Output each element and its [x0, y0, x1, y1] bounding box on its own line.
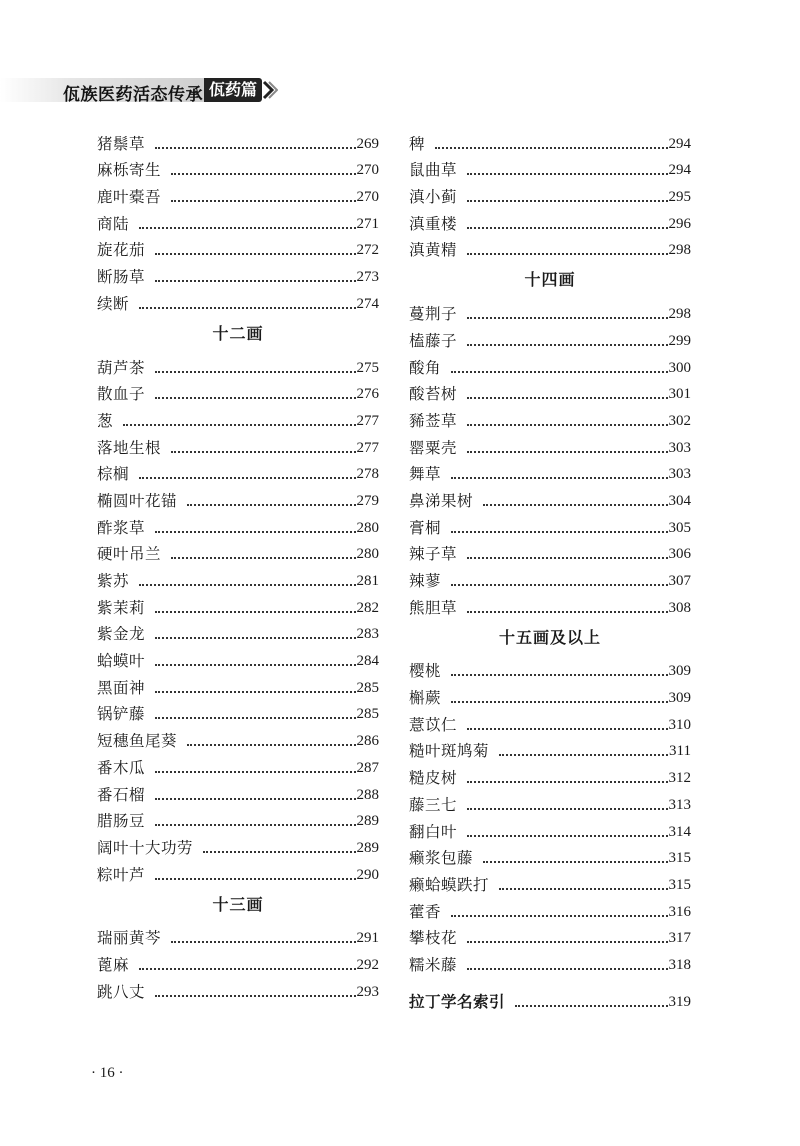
- book-title: 佤族医药活态传承: [63, 85, 203, 105]
- dot-leader: [467, 424, 667, 426]
- entry-name: 藤三七: [409, 795, 458, 814]
- dot-leader: [483, 861, 667, 863]
- toc-entry[interactable]: [409, 297, 691, 324]
- dot-leader: [467, 781, 667, 783]
- entry-page-number: 295: [668, 189, 691, 206]
- entry-page-number: 270: [356, 189, 379, 206]
- dot-leader: [139, 227, 355, 229]
- toc-right-column: [409, 127, 691, 1012]
- toc-entry[interactable]: [409, 815, 691, 842]
- entry-page-number: 270: [356, 162, 379, 179]
- entry-name: 薏苡仁: [409, 715, 458, 734]
- entry-name: 猪鬃草: [97, 134, 146, 153]
- dot-leader: [155, 371, 355, 373]
- entry-page-number: 280: [356, 519, 379, 536]
- entry-name: 酸苔树: [409, 385, 458, 404]
- entry-name: 罂粟壳: [409, 438, 458, 457]
- entry-page-number: 276: [356, 386, 379, 403]
- running-header: [0, 78, 800, 105]
- dot-leader: [139, 307, 355, 309]
- toc-entry[interactable]: [409, 324, 691, 351]
- toc-entry[interactable]: [409, 922, 691, 949]
- stroke-count-heading: 十三画: [212, 894, 264, 914]
- dot-leader: [155, 798, 355, 800]
- toc-entry[interactable]: [97, 751, 379, 778]
- entry-page-number: 307: [668, 573, 691, 589]
- entry-name: 舞草: [409, 465, 442, 484]
- entry-page-number: 311: [669, 743, 691, 760]
- dot-leader: [467, 173, 667, 175]
- dot-leader: [467, 253, 667, 255]
- dot-leader: [123, 424, 355, 426]
- entry-page-number: 289: [356, 839, 379, 856]
- dot-leader: [155, 611, 355, 613]
- entry-page-number: 282: [356, 599, 379, 616]
- toc-entry[interactable]: [97, 378, 379, 405]
- entry-name: 紫苏: [97, 572, 130, 590]
- dot-leader: [155, 824, 355, 826]
- dot-leader: [203, 851, 355, 853]
- dot-leader: [467, 200, 667, 202]
- dot-leader: [483, 504, 667, 506]
- toc-entry[interactable]: [409, 681, 691, 708]
- toc-entry[interactable]: [97, 922, 379, 949]
- dot-leader: [467, 835, 667, 837]
- entry-page-number: 287: [356, 759, 379, 776]
- entry-name: 樱桃: [409, 662, 442, 681]
- toc-entry[interactable]: [97, 538, 379, 565]
- dot-leader: [171, 451, 355, 453]
- entry-page-number: 296: [668, 215, 691, 232]
- toc-entry[interactable]: [409, 538, 691, 565]
- entry-name: 辣蓼: [409, 572, 442, 590]
- toc-entry[interactable]: [409, 351, 691, 378]
- entry-name: 糙皮树: [409, 769, 458, 788]
- entry-page-number: 308: [668, 599, 691, 616]
- toc-entry[interactable]: [97, 351, 379, 378]
- entry-page-number: 310: [668, 716, 691, 733]
- entry-name: 癞蛤蟆跌打: [409, 875, 490, 894]
- entry-name: 蛤蟆叶: [97, 652, 146, 671]
- toc-entry[interactable]: [409, 735, 691, 762]
- toc-entry[interactable]: [409, 154, 691, 181]
- entry-page-number: 298: [668, 306, 691, 323]
- entry-page-number: 288: [356, 786, 379, 803]
- toc-entry[interactable]: [409, 180, 691, 207]
- toc-entry[interactable]: [409, 761, 691, 788]
- dot-leader: [155, 995, 355, 997]
- toc-entry[interactable]: [97, 591, 379, 618]
- entry-name: 旋花茄: [97, 241, 146, 260]
- entry-name: 稗: [409, 134, 426, 153]
- entry-page-number: 286: [356, 733, 379, 750]
- entry-page-number: 315: [668, 850, 691, 867]
- stroke-count-heading: 十四画: [524, 270, 576, 290]
- entry-name: 辣子草: [409, 545, 458, 564]
- entry-page-number: 293: [356, 983, 379, 1000]
- entry-name: 藿香: [409, 902, 442, 921]
- toc-entry[interactable]: [97, 234, 379, 261]
- toc-entry[interactable]: [409, 127, 691, 154]
- entry-name: 滇黄精: [409, 241, 458, 260]
- entry-name: 短穗鱼尾葵: [97, 732, 178, 751]
- entry-page-number: 315: [668, 876, 691, 893]
- dot-leader: [155, 147, 355, 149]
- toc-entry[interactable]: [97, 724, 379, 751]
- entry-name: 散血子: [97, 385, 146, 404]
- entry-page-number: 279: [356, 492, 379, 509]
- entry-name: 麻栎寄生: [97, 161, 162, 180]
- toc-entry[interactable]: [97, 431, 379, 458]
- entry-page-number: 301: [668, 386, 691, 403]
- toc-entry[interactable]: [97, 458, 379, 485]
- entry-page-number: 313: [668, 796, 691, 813]
- entry-name: 番木瓜: [97, 758, 146, 777]
- arrow-icon: [262, 80, 278, 100]
- dot-leader: [467, 227, 667, 229]
- dot-leader: [171, 173, 355, 175]
- entry-name: 硬叶吊兰: [97, 545, 162, 564]
- entry-name: 锅铲藤: [97, 705, 146, 724]
- dot-leader: [171, 941, 355, 943]
- toc-entry[interactable]: [97, 948, 379, 975]
- toc-entry[interactable]: [409, 378, 691, 405]
- page-number: · 16 ·: [91, 1065, 124, 1081]
- entry-name: 阔叶十大功劳: [97, 838, 194, 857]
- entry-name: 跳八丈: [97, 982, 146, 1001]
- entry-page-number: 299: [668, 332, 691, 349]
- entry-page-number: 269: [356, 135, 379, 152]
- entry-page-number: 306: [668, 546, 691, 563]
- dot-leader: [187, 504, 355, 506]
- toc-entry[interactable]: [97, 154, 379, 181]
- toc-entry[interactable]: [97, 404, 379, 431]
- entry-name: 椭圆叶花锚: [97, 491, 178, 510]
- dot-leader: [467, 451, 667, 453]
- dot-leader: [155, 397, 355, 399]
- entry-page-number: 316: [668, 903, 691, 920]
- toc-entry[interactable]: [409, 458, 691, 485]
- dot-leader: [451, 584, 667, 586]
- dot-leader: [467, 317, 667, 319]
- entry-page-number: 274: [356, 295, 379, 312]
- entry-page-number: 273: [356, 269, 379, 286]
- entry-page-number: 271: [356, 215, 379, 232]
- entry-name: 葫芦茶: [97, 358, 146, 377]
- entry-page-number: 303: [668, 466, 691, 483]
- entry-page-number: 290: [356, 866, 379, 883]
- entry-page-number: 304: [668, 492, 691, 509]
- toc-entry[interactable]: [97, 511, 379, 538]
- toc-entry[interactable]: [97, 644, 379, 671]
- dot-leader: [155, 253, 355, 255]
- entry-page-number: 294: [668, 135, 691, 152]
- entry-page-number: 283: [356, 626, 379, 643]
- toc-entry[interactable]: [97, 671, 379, 698]
- toc-entry[interactable]: [97, 858, 379, 885]
- entry-name: 翻白叶: [409, 822, 458, 841]
- toc-left-column: [97, 127, 379, 1002]
- entry-page-number: 281: [356, 573, 379, 589]
- toc-entry[interactable]: [97, 564, 379, 591]
- toc-entry[interactable]: [97, 778, 379, 805]
- entry-name: 腊肠豆: [97, 812, 146, 831]
- entry-page-number: 319: [668, 993, 691, 1010]
- toc-entry[interactable]: [409, 207, 691, 234]
- dot-leader: [515, 1005, 667, 1007]
- toc-entry[interactable]: [409, 564, 691, 591]
- dot-leader: [451, 674, 667, 676]
- entry-page-number: 292: [356, 956, 379, 973]
- spacer: [409, 975, 691, 985]
- dot-leader: [139, 968, 355, 970]
- dot-leader: [155, 664, 355, 666]
- stroke-count-heading: 十二画: [212, 323, 264, 343]
- stroke-count-heading: 十五画及以上: [498, 627, 601, 647]
- entry-name: 葱: [97, 411, 114, 430]
- toc-entry[interactable]: [409, 788, 691, 815]
- entry-page-number: 309: [668, 690, 691, 707]
- toc-entry[interactable]: [409, 895, 691, 922]
- entry-name: 黑面神: [97, 678, 146, 697]
- entry-page-number: 285: [356, 679, 379, 696]
- entry-page-number: 298: [668, 242, 691, 259]
- toc-entry[interactable]: [97, 180, 379, 207]
- entry-name: 粽叶芦: [97, 865, 146, 884]
- entry-name: 蓖麻: [97, 955, 130, 974]
- entry-name: 断肠草: [97, 268, 146, 287]
- entry-page-number: 277: [356, 439, 379, 456]
- dot-leader: [499, 754, 668, 756]
- dot-leader: [467, 397, 667, 399]
- toc-entry[interactable]: [97, 127, 379, 154]
- entry-page-number: 277: [356, 412, 379, 429]
- entry-name: 鼠曲草: [409, 161, 458, 180]
- entry-page-number: 272: [356, 242, 379, 259]
- toc-entry[interactable]: [97, 805, 379, 832]
- toc-entry[interactable]: [97, 287, 379, 314]
- entry-page-number: 317: [668, 930, 691, 947]
- entry-name: 蔓荆子: [409, 305, 458, 324]
- dot-leader: [467, 808, 667, 810]
- toc-entry[interactable]: [97, 975, 379, 1002]
- entry-name: 榼藤子: [409, 331, 458, 350]
- entry-name: 番石榴: [97, 785, 146, 804]
- entry-name: 滇小蓟: [409, 188, 458, 207]
- dot-leader: [435, 147, 667, 149]
- dot-leader: [499, 888, 667, 890]
- entry-name: 熊胆草: [409, 598, 458, 617]
- toc-entry[interactable]: [409, 948, 691, 975]
- dot-leader: [155, 771, 355, 773]
- entry-name: 槲蕨: [409, 689, 442, 708]
- entry-page-number: 289: [356, 813, 379, 830]
- dot-leader: [451, 915, 667, 917]
- dot-leader: [155, 280, 355, 282]
- dot-leader: [451, 371, 667, 373]
- toc-entry[interactable]: [409, 708, 691, 735]
- dot-leader: [139, 584, 355, 586]
- entry-name: 攀枝花: [409, 929, 458, 948]
- entry-page-number: 305: [668, 519, 691, 536]
- entry-page-number: 303: [668, 439, 691, 456]
- entry-page-number: 275: [356, 359, 379, 376]
- entry-page-number: 309: [668, 663, 691, 680]
- toc-entry[interactable]: [97, 698, 379, 725]
- dot-leader: [171, 200, 355, 202]
- toc-entry[interactable]: [409, 842, 691, 869]
- toc-entry[interactable]: [97, 260, 379, 287]
- dot-leader: [467, 611, 667, 613]
- entry-name: 豨莶草: [409, 411, 458, 430]
- dot-leader: [155, 691, 355, 693]
- entry-name: 鼻涕果树: [409, 491, 474, 510]
- toc-entry[interactable]: [409, 591, 691, 618]
- entry-name: 滇重楼: [409, 214, 458, 233]
- dot-leader: [171, 557, 355, 559]
- dot-leader: [467, 941, 667, 943]
- toc-entry[interactable]: [97, 484, 379, 511]
- entry-page-number: 285: [356, 706, 379, 723]
- entry-name: 拉丁学名索引: [409, 992, 506, 1011]
- toc-entry[interactable]: [409, 404, 691, 431]
- entry-page-number: 318: [668, 956, 691, 973]
- entry-page-number: 312: [668, 770, 691, 787]
- entry-name: 落地生根: [97, 438, 162, 457]
- entry-name: 膏桐: [409, 518, 442, 537]
- entry-name: 瑞丽黄芩: [97, 929, 162, 948]
- entry-name: 鹿叶橐吾: [97, 188, 162, 207]
- toc-entry[interactable]: [409, 655, 691, 682]
- entry-name: 酢浆草: [97, 518, 146, 537]
- dot-leader: [155, 637, 355, 639]
- dot-leader: [467, 968, 667, 970]
- entry-page-number: 300: [668, 359, 691, 376]
- dot-leader: [155, 878, 355, 880]
- toc-entry[interactable]: [97, 207, 379, 234]
- dot-leader: [467, 344, 667, 346]
- dot-leader: [451, 701, 667, 703]
- toc-entry[interactable]: [409, 868, 691, 895]
- entry-page-number: 291: [356, 930, 379, 947]
- entry-page-number: 280: [356, 546, 379, 563]
- entry-page-number: 294: [668, 162, 691, 179]
- entry-name: 癞浆包藤: [409, 849, 474, 868]
- toc-entry[interactable]: [97, 831, 379, 858]
- toc-entry[interactable]: [409, 234, 691, 261]
- entry-name: 商陆: [97, 214, 130, 233]
- toc-entry[interactable]: [97, 618, 379, 645]
- dot-leader: [155, 717, 355, 719]
- entry-name: 糙叶斑鸠菊: [409, 742, 490, 761]
- entry-page-number: 278: [356, 466, 379, 483]
- entry-page-number: 302: [668, 412, 691, 429]
- entry-name: 棕榈: [97, 465, 130, 484]
- dot-leader: [451, 477, 667, 479]
- entry-name: 紫茉莉: [97, 598, 146, 617]
- toc-entry[interactable]: [409, 431, 691, 458]
- toc-entry[interactable]: [409, 484, 691, 511]
- dot-leader: [451, 531, 667, 533]
- dot-leader: [467, 557, 667, 559]
- entry-name: 酸角: [409, 358, 442, 377]
- entry-name: 续断: [97, 294, 130, 313]
- dot-leader: [187, 744, 355, 746]
- toc-entry[interactable]: [409, 985, 691, 1012]
- entry-name: 糯米藤: [409, 955, 458, 974]
- section-tag: 佤药篇: [204, 78, 262, 102]
- dot-leader: [467, 728, 667, 730]
- entry-page-number: 284: [356, 653, 379, 670]
- toc-entry[interactable]: [409, 511, 691, 538]
- entry-name: 紫金龙: [97, 625, 146, 644]
- dot-leader: [155, 531, 355, 533]
- dot-leader: [139, 477, 355, 479]
- entry-page-number: 314: [668, 823, 691, 840]
